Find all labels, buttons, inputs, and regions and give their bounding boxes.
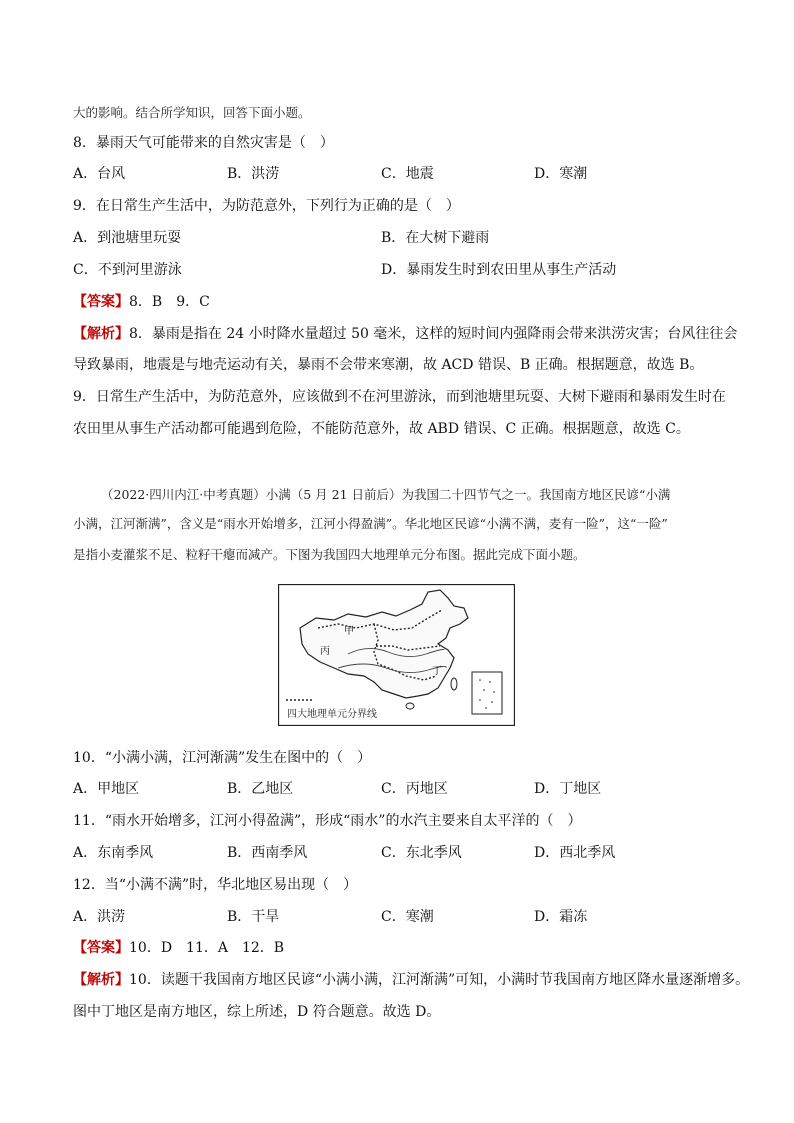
- q8-option-c: C．地震: [381, 166, 434, 182]
- question-10-stem: 10．“小满小满，江河渐满”发生在图中的（ ）: [73, 750, 372, 766]
- south-china-sea-inset: [472, 672, 502, 714]
- q11-option-b: B．西南季风: [227, 845, 308, 861]
- answer-block-1: [73, 292, 210, 312]
- q12-option-a: A．洪涝: [73, 909, 126, 925]
- taiwan-island: [451, 678, 457, 690]
- q11-option-d: D．西北季风: [534, 845, 616, 861]
- analysis-block-2-line-2: 图中丁地区是南方地区，综上所述，D 符合题意。故选 D。: [73, 1004, 441, 1020]
- analysis-text: 10．读题干我国南方地区民谚“小满小满，江河渐满”可知，小满时节我国南方地区降水量逐渐增多。: [129, 972, 750, 988]
- analysis-text: 8．暴雨是指在 24 小时降水量超过 50 毫米，这样的短时间内强降雨会带来洪涝灾害；台风往往会: [129, 326, 738, 342]
- q12-option-d: D．霜冻: [534, 909, 588, 925]
- question-9-stem: 9．在日常生产生活中，为防范意外，下列行为正确的是（ ）: [73, 198, 460, 214]
- analysis-tag: 【解析】: [73, 972, 129, 988]
- q12-option-c: C．寒潮: [381, 909, 434, 925]
- q9-option-a: A．到池塘里玩耍: [73, 230, 182, 246]
- hainan-island: [406, 703, 414, 709]
- answer-tag: 【答案】: [73, 294, 129, 310]
- q8-option-b: B．洪涝: [227, 166, 280, 182]
- answer-block-2: [73, 938, 284, 958]
- q9-option-c: C．不到河里游泳: [73, 262, 182, 278]
- q8-option-d: D．寒潮: [534, 166, 588, 182]
- q12-option-b: B．干旱: [227, 909, 280, 925]
- china-geographic-regions-map: [278, 584, 515, 726]
- intro-tail: 大的影响。结合所学知识，回答下面小题。: [73, 105, 311, 120]
- q10-option-b: B．乙地区: [227, 781, 294, 797]
- map-drawing: [278, 584, 515, 726]
- analysis-tag: 【解析】: [73, 326, 129, 342]
- question-11-stem: 11．“雨水开始增多，江河小得盈满”，形成“雨水”的水汽主要来自太平洋的（ ）: [73, 813, 582, 829]
- answer-text: 8．B 9．C: [129, 294, 210, 310]
- passage-2-line-1: （2022·四川内江·中考真题）小满（5 月 21 日前后）为我国二十四节气之一。我国南方地区民谚“小满: [101, 487, 671, 502]
- question-12-stem: 12．当“小满不满”时，华北地区易出现（ ）: [73, 877, 358, 893]
- q10-option-a: A．甲地区: [73, 781, 140, 797]
- analysis-block-1-line-4: 农田里从事生产活动都可能遇到危险，不能防范意外，故 ABD 错误、C 正确。根据题意，故选 C。: [73, 421, 690, 437]
- map-legend-caption: 四大地理单元分界线: [287, 709, 377, 720]
- question-8-stem: 8．暴雨天气可能带来的自然灾害是（ ）: [73, 135, 334, 151]
- q11-option-c: C．东北季风: [381, 845, 462, 861]
- q9-option-b: B．在大树下避雨: [381, 230, 490, 246]
- analysis-block-1-line-1: [73, 324, 737, 344]
- q9-option-d: D．暴雨发生时到农田里从事生产活动: [381, 262, 617, 278]
- passage-2-line-3: 是指小麦灌浆不足、粒籽干瘪而减产。下图为我国四大地理单元分布图。据此完成下面小题。: [73, 547, 586, 562]
- q10-option-c: C．丙地区: [381, 781, 448, 797]
- region-label-jia: 甲: [344, 626, 354, 637]
- analysis-block-2-line-1: [73, 970, 749, 990]
- analysis-block-1-line-2: 导致暴雨，地震是与地壳运动有关，暴雨不会带来寒潮，故 ACD 错误、B 正确。根据题意，故选 B。: [73, 357, 704, 373]
- answer-text: 10．D 11．A 12．B: [129, 940, 285, 956]
- analysis-block-1-line-3: 9．日常生产生活中，为防范意外，应该做到不在河里游泳，而到池塘里玩耍、大树下避雨和暴雨发生时在: [73, 389, 726, 405]
- q8-option-a: A．台风: [73, 166, 126, 182]
- region-label-bing: 丙: [320, 646, 330, 657]
- q10-option-d: D．丁地区: [534, 781, 602, 797]
- answer-tag: 【答案】: [73, 940, 129, 956]
- passage-2-line-2: 小满，江河渐满”，含义是“雨水开始增多，江河小得盈满”。华北地区民谚“小满不满，麦有一险”，这“一险”: [73, 516, 668, 531]
- q11-option-a: A．东南季风: [73, 845, 154, 861]
- region-label-ding: 丁: [432, 666, 442, 677]
